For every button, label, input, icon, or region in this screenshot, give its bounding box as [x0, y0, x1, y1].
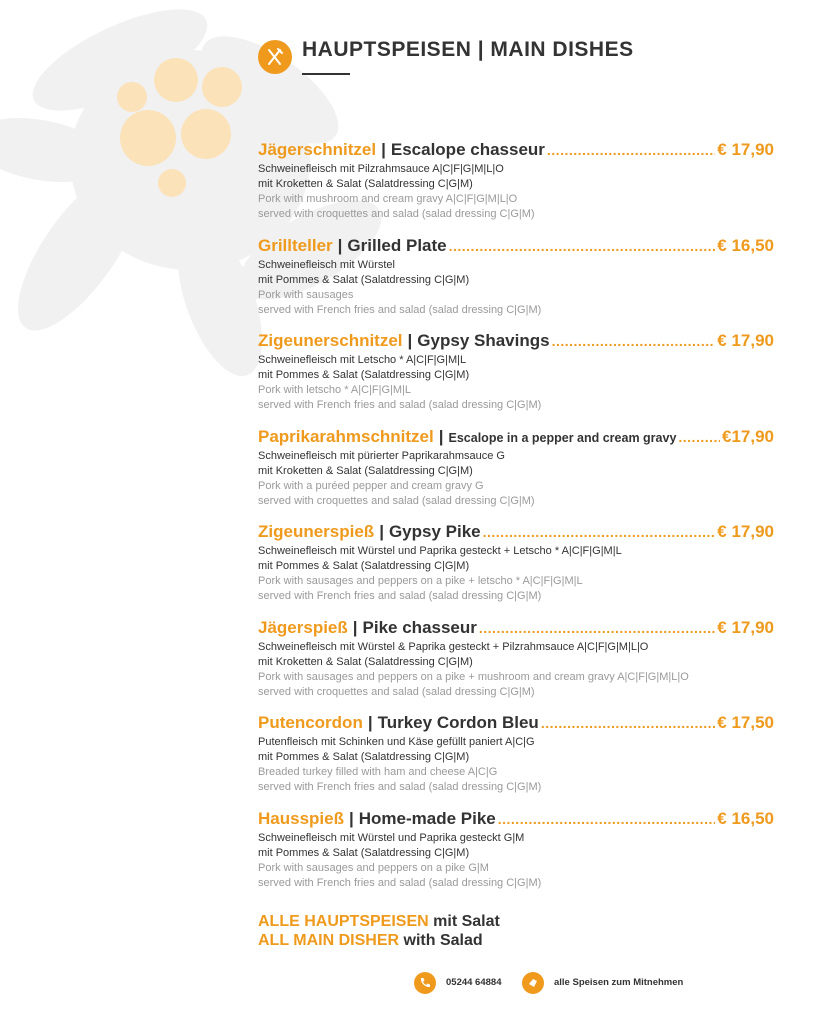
dish-description-en: Breaded turkey filled with ham and cheese A|C|G — [258, 766, 498, 778]
dot-leader — [678, 429, 720, 445]
fork-knife-icon — [258, 40, 292, 74]
dish-name-de: Jägerschnitzel — [258, 140, 377, 159]
dish-description-de: Schweinefleisch mit Pilzrahmsauce A|C|F|G|M|L|O — [258, 163, 504, 175]
dish-name-en: Grilled Plate — [347, 235, 447, 255]
dish-name-de: Zigeunerschnitzel — [258, 331, 403, 350]
dish-title-row — [258, 809, 774, 831]
dish-description-en: served with French fries and salad (salad dressing C|G|M) — [258, 781, 542, 793]
dish-description-en: Pork with letscho * A|C|F|G|M|L — [258, 384, 412, 396]
dish-description-en: Pork with sausages and peppers on a pike + letscho * A|C|F|G|M|L — [258, 575, 583, 587]
dish-description-en: served with French fries and salad (salad dressing C|G|M) — [258, 590, 542, 602]
title-underline — [302, 73, 350, 75]
section-header — [258, 36, 778, 80]
dish-description-de: mit Pommes & Salat (Salatdressing C|G|M) — [258, 560, 470, 572]
dish-description-de: mit Pommes & Salat (Salatdressing C|G|M) — [258, 369, 470, 381]
dish-separator: | — [379, 522, 384, 541]
dish-description-en: served with croquettes and salad (salad dressing C|G|M) — [258, 685, 535, 698]
contact-bar — [414, 972, 714, 994]
dish-description-de: mit Kroketten & Salat (Salatdressing C|G|M) — [258, 464, 473, 477]
dish-name-de: Jägerspieß — [258, 617, 348, 637]
dish-description-en: served with croquettes and salad (salad dressing C|G|M) — [258, 208, 535, 220]
dish-name-en: Escalope chasseur — [390, 140, 545, 159]
dot-leader — [449, 238, 716, 254]
salad-note-de-highlight: ALLE HAUPTSPEISEN — [258, 913, 429, 930]
dish-description-en: Pork with a puréed pepper and cream gravy G — [258, 479, 484, 492]
dish-item — [258, 809, 774, 905]
dish-description-de: Schweinefleisch mit Würstel und Paprika gesteckt G|M — [258, 831, 525, 844]
phone-icon — [414, 972, 436, 994]
dish-name-de: Hausspieß — [258, 808, 344, 828]
dish-description-en: Pork with sausages — [258, 288, 354, 301]
dish-separator: | — [407, 331, 413, 350]
dish-name-de: Zigeunerspieß — [258, 522, 375, 541]
dish-separator: | — [337, 235, 343, 255]
page-title: HAUPTSPEISEN | MAIN DISHES — [302, 38, 634, 61]
dish-description-de: Schweinefleisch mit Würstel — [258, 258, 395, 271]
dish-name-en: Gypsy Shavings — [417, 331, 550, 350]
dish-title-row — [258, 522, 774, 544]
dish-item — [258, 427, 774, 523]
dish-separator: | — [438, 426, 444, 446]
dish-item — [258, 713, 774, 809]
dot-leader — [479, 620, 715, 636]
phone-number[interactable]: 05244 64884 — [446, 977, 502, 988]
dish-name-en: Turkey Cordon Bleu — [377, 713, 539, 732]
dish-separator: | — [367, 713, 373, 732]
dish-name-en: Pike chasseur — [362, 617, 477, 637]
dish-price: € 16,50 — [717, 808, 774, 828]
dish-description-en: Pork with sausages and peppers on a pike + mushroom and cream gravy A|C|F|G|M|L|O — [258, 670, 689, 683]
dish-title-row — [258, 713, 774, 735]
dot-leader — [552, 333, 716, 349]
dish-description-en: served with French fries and salad (salad dressing C|G|M) — [258, 303, 542, 316]
dish-description-de: mit Pommes & Salat (Salatdressing C|G|M) — [258, 751, 470, 763]
dish-title-row — [258, 618, 774, 640]
dish-title-row — [258, 427, 774, 449]
takeaway-note: alle Speisen zum Mitnehmen — [554, 977, 684, 988]
dish-list — [258, 140, 774, 904]
dot-leader — [483, 524, 716, 540]
dot-leader — [541, 715, 715, 731]
dish-price: €17,90 — [722, 426, 774, 446]
dish-name-en: Home-made Pike — [358, 808, 496, 828]
dish-price: € 17,90 — [717, 617, 774, 637]
dish-description-de: Schweinefleisch mit Würstel und Paprika gesteckt + Letscho * A|C|F|G|M|L — [258, 545, 622, 557]
dish-name-en: Escalope in a pepper and cream gravy — [448, 430, 677, 445]
dish-price: € 17,50 — [717, 713, 774, 732]
dish-title-row — [258, 331, 774, 353]
dish-separator: | — [381, 140, 386, 159]
dish-description-en: Pork with sausages and peppers on a pike G|M — [258, 861, 489, 874]
dish-title-row — [258, 236, 774, 258]
dish-description-de: mit Pommes & Salat (Salatdressing C|G|M) — [258, 846, 470, 859]
dish-description-en: served with croquettes and salad (salad dressing C|G|M) — [258, 494, 535, 507]
dish-title-row — [258, 140, 774, 162]
dish-description-de: Putenfleisch mit Schinken und Käse gefüllt paniert A|C|G — [258, 736, 535, 748]
dot-leader — [547, 142, 715, 158]
takeaway-icon — [522, 972, 544, 994]
dish-price: € 17,90 — [717, 522, 774, 541]
dish-item — [258, 522, 774, 618]
salad-note-en-highlight: ALL MAIN DISHER — [258, 932, 400, 949]
dish-item — [258, 140, 774, 236]
dish-description-de: mit Kroketten & Salat (Salatdressing C|G|M) — [258, 178, 473, 190]
salad-note-de-text: mit Salat — [433, 913, 500, 930]
dish-price: € 17,90 — [717, 331, 774, 350]
dot-leader — [498, 811, 716, 827]
salad-note — [258, 912, 658, 950]
dish-name-de: Paprikarahmschnitzel — [258, 426, 434, 446]
dish-separator: | — [352, 617, 358, 637]
dish-description-en: Pork with mushroom and cream gravy A|C|F|G|M|L|O — [258, 193, 518, 205]
dish-price: € 17,90 — [717, 140, 774, 159]
dish-name-en: Gypsy Pike — [388, 522, 481, 541]
dish-description-en: served with French fries and salad (salad dressing C|G|M) — [258, 876, 542, 889]
salad-note-en-text: with Salad — [403, 932, 483, 949]
dish-name-de: Putencordon — [258, 713, 363, 732]
dish-description-de: Schweinefleisch mit Letscho * A|C|F|G|M|L — [258, 354, 467, 366]
dish-description-de: mit Pommes & Salat (Salatdressing C|G|M) — [258, 273, 470, 286]
dish-separator: | — [348, 808, 354, 828]
dish-description-en: served with French fries and salad (salad dressing C|G|M) — [258, 399, 542, 411]
dish-description-de: Schweinefleisch mit pürierter Paprikarahmsauce G — [258, 449, 505, 462]
dish-item — [258, 618, 774, 714]
dish-description-de: mit Kroketten & Salat (Salatdressing C|G|M) — [258, 655, 473, 668]
dish-price: € 16,50 — [717, 235, 774, 255]
dish-name-de: Grillteller — [258, 235, 333, 255]
dish-item — [258, 236, 774, 332]
dish-description-de: Schweinefleisch mit Würstel & Paprika gesteckt + Pilzrahmsauce A|C|F|G|M|L|O — [258, 640, 649, 653]
dish-item — [258, 331, 774, 427]
